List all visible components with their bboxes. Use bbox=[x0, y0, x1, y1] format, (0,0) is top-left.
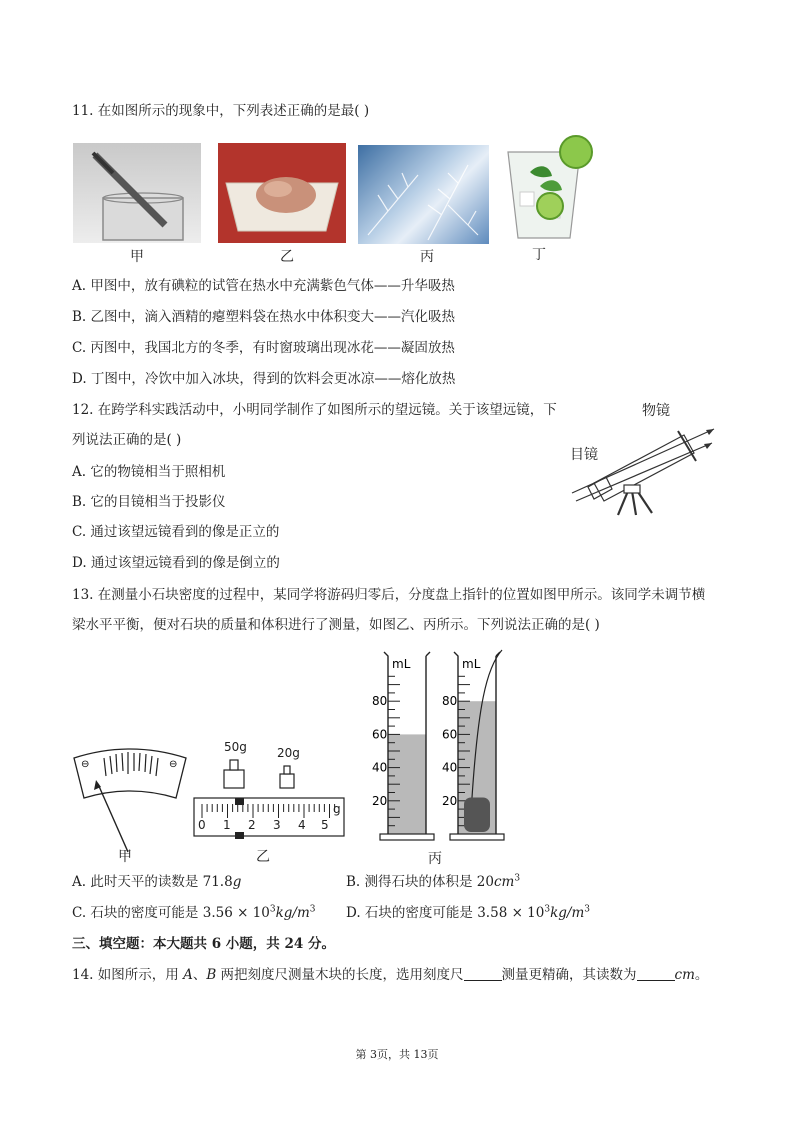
q11-stem: 11. 在如图所示的现象中，下列表述正确的是最( ) bbox=[72, 103, 370, 119]
section-3-heading: 三、填空题：本大题共 6 小题，共 24 分。 bbox=[72, 936, 335, 952]
opt-c-exp: 3 bbox=[269, 904, 276, 915]
q14-part4: 测量更精确，其读数为 bbox=[501, 967, 637, 983]
scale-tick-4: 4 bbox=[298, 818, 306, 832]
cylinder-tick-label: 60 bbox=[442, 727, 458, 742]
q11-option-a: A. 甲图中，放有碘粒的试管在热水中充满紫色气体——升华吸热 bbox=[72, 278, 455, 294]
q14-end: 。 bbox=[694, 967, 709, 983]
cylinder-tick-label: 20 bbox=[442, 793, 458, 808]
q12-option-a: A. 它的物镜相当于照相机 bbox=[72, 464, 226, 480]
cylinder-base bbox=[380, 834, 434, 840]
q11-figure-bing bbox=[358, 145, 489, 244]
balance-dial-diagram bbox=[70, 740, 190, 855]
q13-stem-line2: 梁水平平衡，便对石块的质量和体积进行了测量，如图乙、丙所示。下列说法正确的是( ) bbox=[72, 617, 600, 633]
cylinder-tick-label: 80 bbox=[442, 694, 458, 709]
weight-20g-label: 20g bbox=[277, 746, 300, 760]
scale-tick-3: 3 bbox=[273, 818, 281, 832]
svg-text:⊖: ⊖ bbox=[81, 759, 90, 770]
scale-tick-5: 5 bbox=[321, 818, 329, 832]
cylinder-tick-label: 40 bbox=[442, 760, 458, 775]
q13-option-d bbox=[346, 903, 590, 923]
opt-d-prefix: D. 石块的密度可能是 bbox=[346, 905, 478, 921]
q11-option-c: C. 丙图中，我国北方的冬季，有时窗玻璃出现冰花——凝固放热 bbox=[72, 340, 455, 356]
q13-option-c bbox=[72, 903, 316, 923]
q14-part1: 14. 如图所示，用 bbox=[72, 967, 184, 983]
opt-a-value: 71.8 bbox=[202, 874, 233, 890]
page-footer: 第 3页，共 13页 bbox=[355, 1048, 439, 1061]
test-tube-beaker-image bbox=[73, 143, 201, 243]
q14-ruler-b: B bbox=[206, 967, 217, 983]
q14-stem bbox=[72, 965, 708, 985]
opt-d-value: 3.58 × 10 bbox=[477, 905, 545, 921]
cylinder-tick-label: 20 bbox=[372, 793, 388, 808]
q11-caption-jia: 甲 bbox=[130, 249, 144, 265]
opt-a-unit: g bbox=[232, 874, 242, 890]
q13-option-b bbox=[346, 872, 520, 892]
q11-figure-yi bbox=[218, 143, 346, 243]
opt-b-unit: cm bbox=[493, 874, 515, 890]
opt-c-value: 3.56 × 10 bbox=[202, 905, 270, 921]
cylinder-unit-label: mL bbox=[462, 657, 481, 671]
scale-number-row bbox=[190, 802, 350, 834]
opt-d-unit: kg/m bbox=[550, 905, 585, 921]
weight-50g-label: 50g bbox=[224, 740, 247, 754]
q11-figure-ding bbox=[500, 132, 600, 244]
iced-drink-image bbox=[500, 132, 600, 244]
q13-stem-line1: 13. 在测量小石块密度的过程中，某同学将游码归零后，分度盘上指针的位置如图甲所示。该同学未调节横 bbox=[72, 587, 706, 603]
q13-caption-yi: 乙 bbox=[256, 849, 270, 865]
q11-caption-ding: 丁 bbox=[532, 247, 546, 263]
opt-d-exp: 3 bbox=[544, 904, 551, 915]
q11-caption-yi: 乙 bbox=[280, 249, 294, 265]
q12-option-b: B. 它的目镜相当于投影仪 bbox=[72, 494, 226, 510]
stone bbox=[464, 797, 490, 832]
cylinder-unit-label: mL bbox=[392, 657, 411, 671]
cylinder-tick-label: 80 bbox=[372, 694, 388, 709]
opt-a-prefix: A. 此时天平的读数是 bbox=[72, 874, 203, 890]
q12-option-d: D. 通过该望远镜看到的像是倒立的 bbox=[72, 555, 280, 571]
q12-stem-line2: 列说法正确的是( ) bbox=[72, 432, 182, 448]
q13-option-a bbox=[72, 872, 241, 892]
opt-b-value: 20 bbox=[476, 874, 494, 890]
telescope-label-objective: 物镜 bbox=[642, 403, 670, 419]
telescope-label-eyepiece: 目镜 bbox=[570, 447, 598, 463]
scale-tick-2: 2 bbox=[248, 818, 256, 832]
q12-option-c: C. 通过该望远镜看到的像是正立的 bbox=[72, 524, 280, 540]
q13-caption-bing: 丙 bbox=[428, 851, 442, 867]
q11-option-d: D. 丁图中，冷饮中加入冰块，得到的饮料会更冰凉——熔化放热 bbox=[72, 371, 456, 387]
scale-tick-1: 1 bbox=[223, 818, 231, 832]
frost-pattern-image bbox=[358, 145, 489, 244]
opt-c-exp2: 3 bbox=[309, 904, 316, 915]
svg-text:⊖: ⊖ bbox=[169, 759, 178, 770]
opt-c-prefix: C. 石块的密度可能是 bbox=[72, 905, 203, 921]
telescope-diagram bbox=[566, 415, 726, 520]
q14-part2: 、 bbox=[192, 967, 207, 983]
q11-caption-bing: 丙 bbox=[420, 249, 434, 265]
q14-blank-1 bbox=[464, 966, 502, 981]
cylinder-water bbox=[372, 652, 434, 840]
cylinder-base bbox=[450, 834, 504, 840]
q11-figure-jia bbox=[73, 143, 201, 243]
q14-unit: cm bbox=[674, 967, 695, 983]
cylinder-water-stone bbox=[442, 650, 504, 840]
q14-blank-2 bbox=[637, 966, 675, 981]
opt-d-exp2: 3 bbox=[584, 904, 590, 915]
scale-tick-0: 0 bbox=[198, 818, 206, 832]
opt-b-prefix: B. 测得石块的体积是 bbox=[346, 874, 477, 890]
plastic-bag-tray-image bbox=[218, 143, 346, 243]
q14-part3: 两把刻度尺测量木块的长度，选用刻度尺 bbox=[216, 967, 464, 983]
opt-c-unit: kg/m bbox=[275, 905, 310, 921]
q11-option-b: B. 乙图中，滴入酒精的瘪塑料袋在热水中体积变大——汽化吸热 bbox=[72, 309, 456, 325]
opt-b-exp: 3 bbox=[514, 873, 521, 884]
cylinder-tick-label: 60 bbox=[372, 727, 388, 742]
cylinder-tick-label: 40 bbox=[372, 760, 388, 775]
q13-caption-jia: 甲 bbox=[118, 849, 132, 865]
q14-ruler-a: A bbox=[183, 967, 193, 983]
scale-unit: g bbox=[333, 802, 341, 816]
graduated-cylinders-diagram bbox=[366, 648, 506, 848]
q12-stem-line1: 12. 在跨学科实践活动中，小明同学制作了如图所示的望远镜。关于该望远镜，下 bbox=[72, 402, 557, 418]
